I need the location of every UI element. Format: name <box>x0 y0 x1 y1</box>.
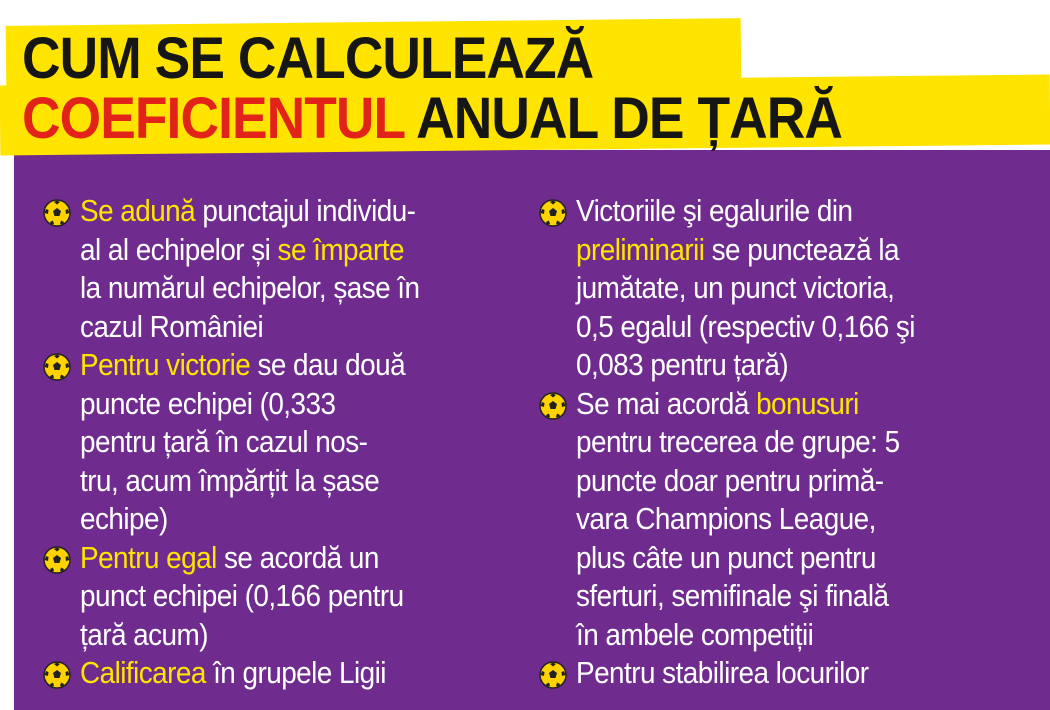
title-rest: ANUAL DE ȚARĂ <box>404 86 842 151</box>
text-line <box>80 539 512 578</box>
text-line <box>80 577 512 616</box>
title-line-2 <box>22 88 842 150</box>
bullet-item <box>538 654 1038 693</box>
text-line <box>576 385 1038 424</box>
left-column <box>42 192 512 693</box>
bullet-item <box>538 385 1038 655</box>
soccer-ball-icon <box>538 391 568 421</box>
body-text: se dau două <box>250 347 406 382</box>
body-text: al al echipelor și <box>80 231 278 267</box>
text-line <box>80 462 512 501</box>
text-line <box>80 385 512 424</box>
body-text: Pentru stabilirea locurilor <box>576 655 869 690</box>
highlighted-text: Se adună <box>80 193 196 228</box>
highlighted-text: se împarte <box>277 231 404 267</box>
bullet-text <box>80 192 512 346</box>
bullet-text <box>576 385 1038 655</box>
body-text: în ambele competiții <box>576 616 814 652</box>
body-text: se punctează la <box>704 231 899 267</box>
text-line <box>576 539 1038 578</box>
bullet-text <box>576 654 1038 693</box>
soccer-ball-icon <box>42 660 72 690</box>
body-text: Victoriile şi egalurile din <box>576 193 853 228</box>
body-text: jumătate, un punct victoria, <box>576 270 895 305</box>
bullet-item <box>42 192 512 346</box>
text-line <box>576 462 1038 501</box>
body-text: pentru trecerea de grupe: 5 <box>576 424 900 459</box>
text-line <box>80 231 512 270</box>
text-line <box>576 346 1038 385</box>
text-line <box>576 192 1038 231</box>
soccer-ball-icon <box>42 352 72 382</box>
body-text: 0,083 pentru țară) <box>576 347 789 382</box>
text-line <box>80 269 512 308</box>
text-line <box>80 423 512 462</box>
text-line <box>80 500 512 539</box>
body-text: plus câte un punct pentru <box>576 539 876 575</box>
bullet-item <box>42 654 512 693</box>
body-text: puncte echipei (0,333 <box>80 385 336 421</box>
body-text: Se mai acordă <box>576 385 757 421</box>
text-line <box>576 616 1038 655</box>
text-line <box>80 346 512 385</box>
text-line <box>80 616 512 655</box>
bullet-text <box>80 539 512 655</box>
text-line <box>576 500 1038 539</box>
bullet-item <box>538 192 1038 385</box>
text-line <box>80 308 512 347</box>
title-line-1: CUM SE CALCULEAZĂ <box>22 26 594 91</box>
soccer-ball-icon <box>538 198 568 228</box>
body-text: puncte doar pentru primă- <box>576 462 884 498</box>
text-line <box>576 577 1038 616</box>
soccer-ball-icon <box>42 545 72 575</box>
text-line <box>576 231 1038 270</box>
body-text: echipe) <box>80 501 168 536</box>
text-line <box>576 654 1038 693</box>
body-text: țară acum) <box>80 616 208 652</box>
body-text: se acordă un <box>216 539 379 575</box>
bullet-text <box>576 192 1038 385</box>
bullet-item <box>42 346 512 539</box>
right-column <box>538 192 1038 693</box>
bullet-text <box>80 654 512 693</box>
body-text: la numărul echipelor, șase în <box>80 270 420 305</box>
highlighted-text: Pentru victorie <box>80 347 251 382</box>
body-text: punct echipei (0,166 pentru <box>80 578 404 613</box>
soccer-ball-icon <box>42 198 72 228</box>
text-line <box>80 192 512 231</box>
text-line <box>576 269 1038 308</box>
highlighted-text: Calificarea <box>80 655 206 690</box>
title-highlight: COEFICIENTUL <box>22 86 405 151</box>
body-text: tru, acum împărțit la șase <box>80 462 380 498</box>
body-text: cazul României <box>80 308 264 344</box>
text-line <box>80 654 512 693</box>
soccer-ball-icon <box>538 660 568 690</box>
body-text: punctajul individu- <box>195 193 416 228</box>
highlighted-text: bonusuri <box>756 385 859 421</box>
body-text: 0,5 egalul (respectiv 0,166 şi <box>576 308 915 344</box>
body-text: vara Champions League, <box>576 501 876 536</box>
highlighted-text: Pentru egal <box>80 539 217 575</box>
body-text: în grupele Ligii <box>205 655 386 690</box>
bullet-text <box>80 346 512 539</box>
bullet-item <box>42 539 512 655</box>
body-text: sferturi, semifinale şi finală <box>576 578 889 613</box>
text-line <box>576 423 1038 462</box>
highlighted-text: preliminarii <box>576 231 705 267</box>
body-text: pentru țară în cazul nos- <box>80 424 368 459</box>
text-line <box>576 308 1038 347</box>
